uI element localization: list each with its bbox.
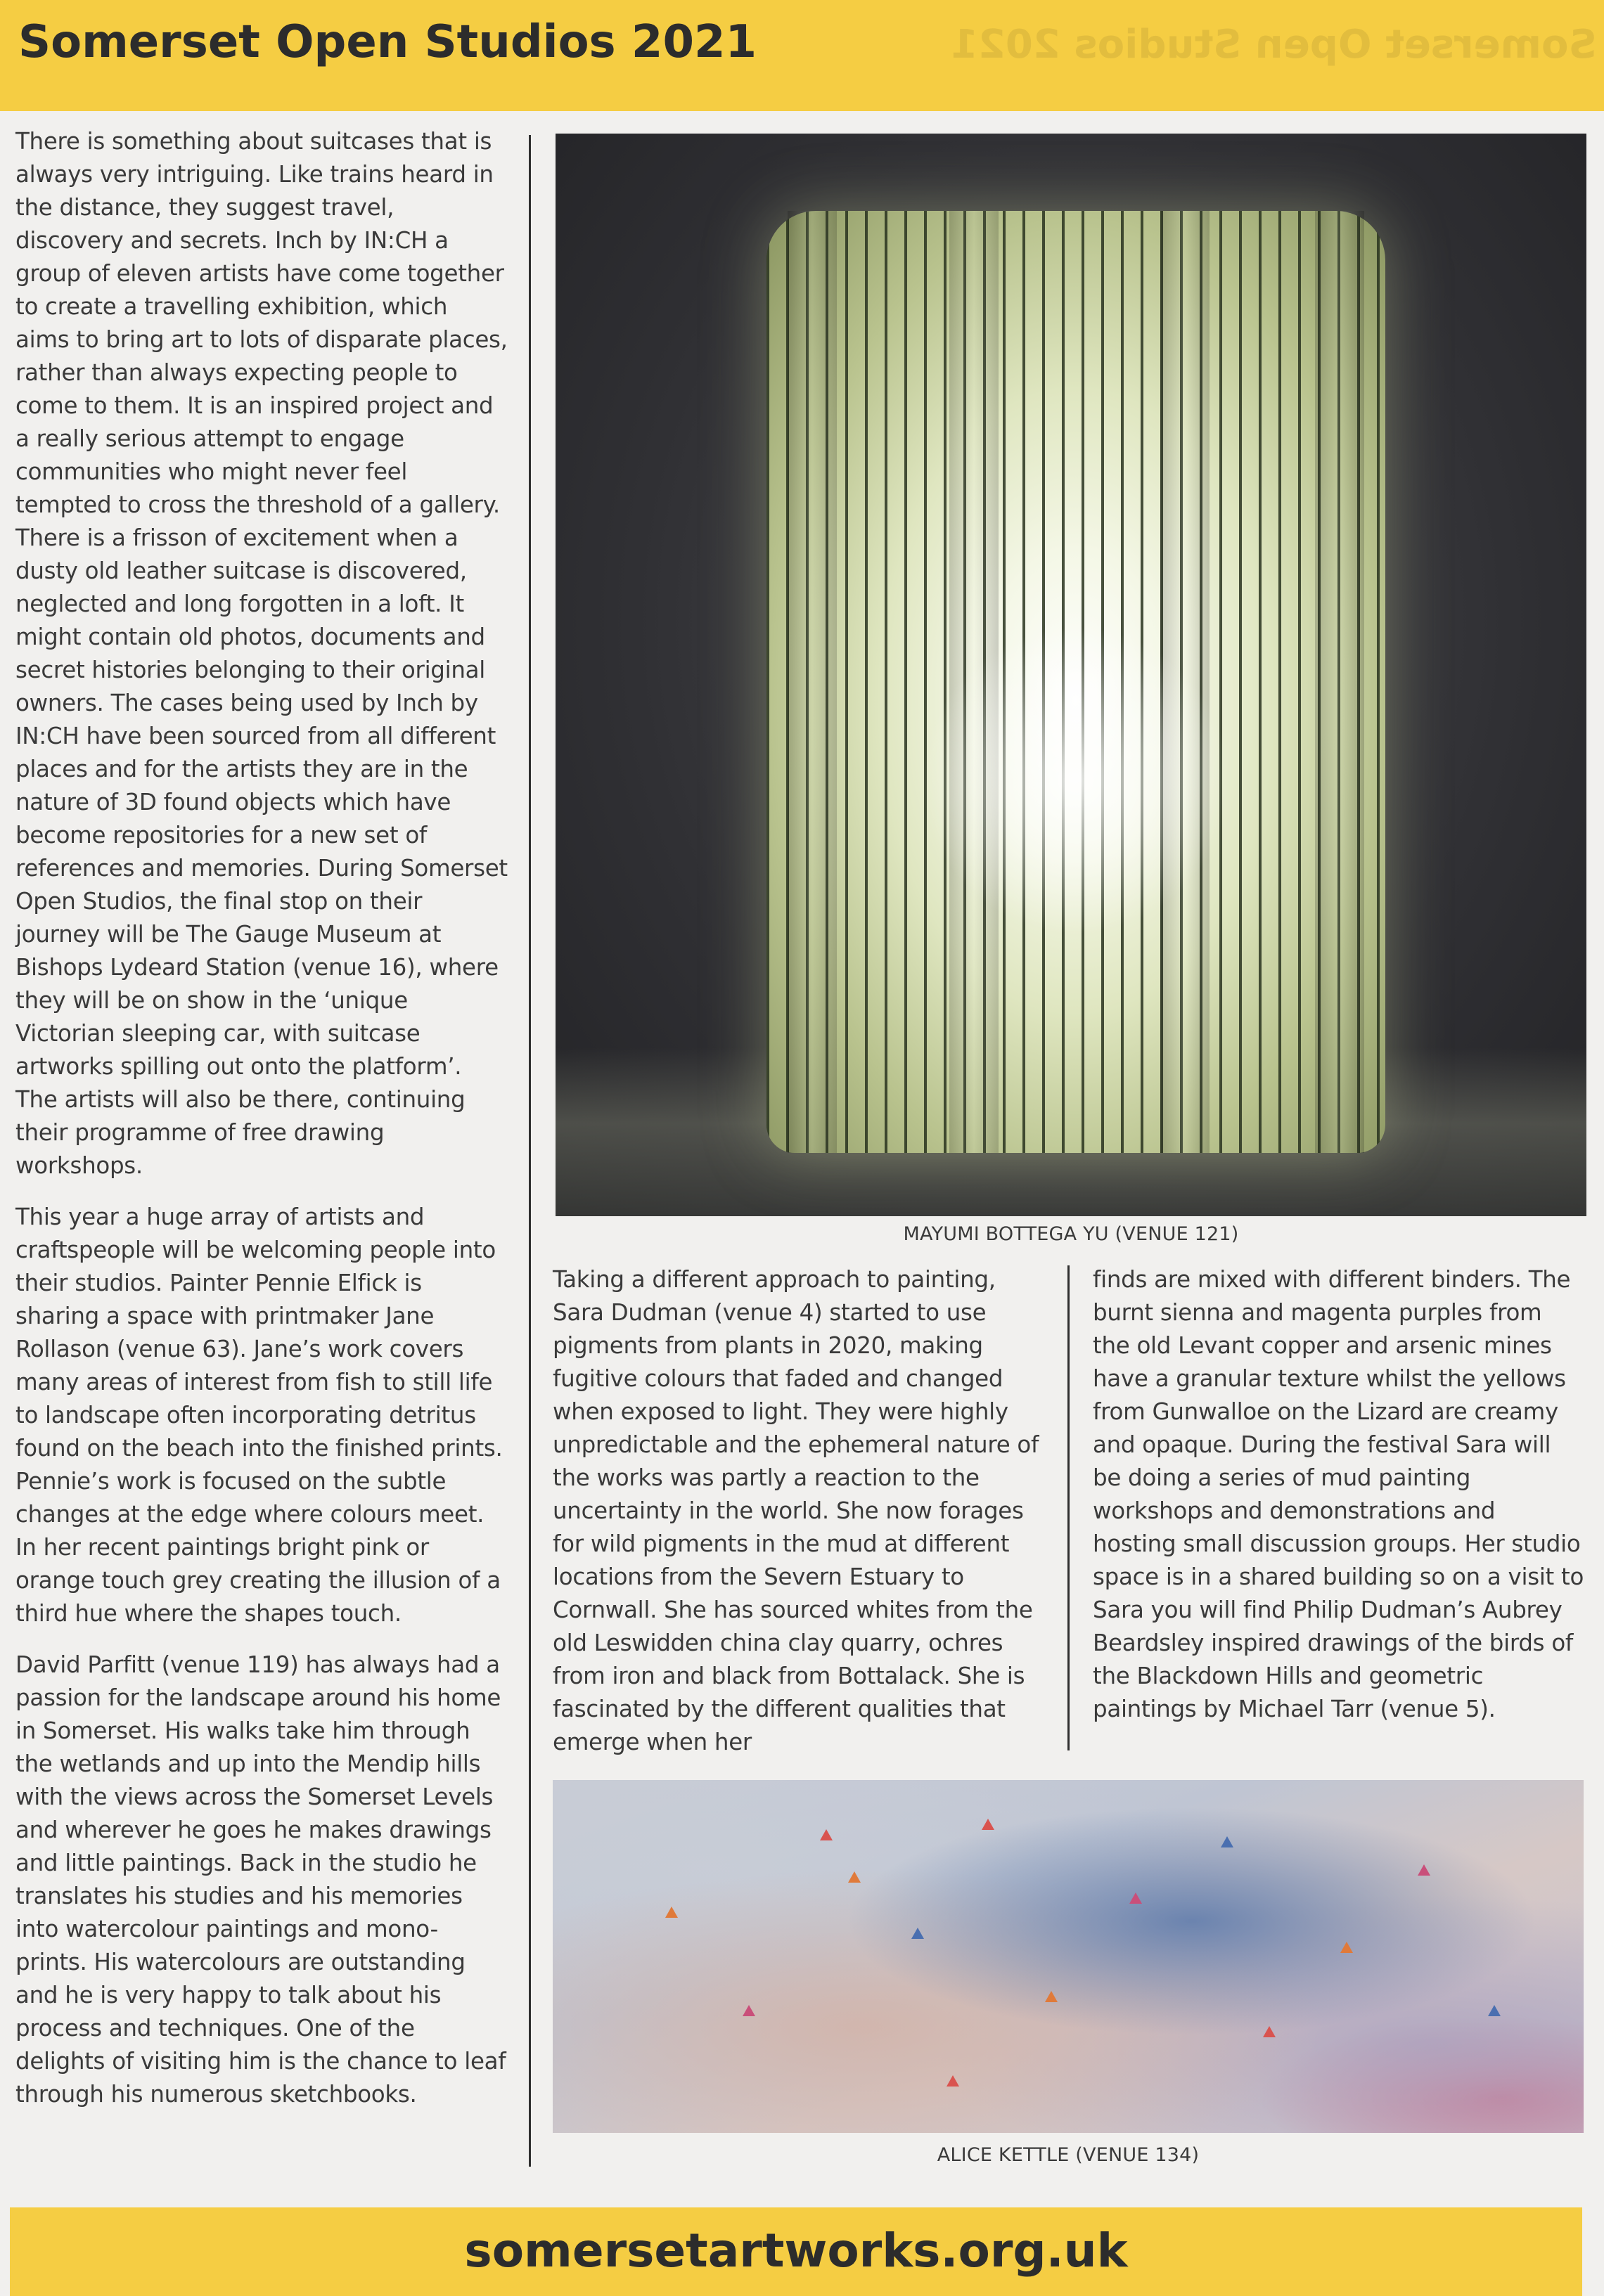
kite-mark (1045, 1991, 1058, 2002)
page-header (0, 0, 1604, 111)
paragraph-artists-studios: This year a huge array of artists and craftspeople will be welcoming people into their studios. Painter Pennie Elfick is sharing a space with printmaker Jane Rollason (venue 63). Jane’s work covers many areas of interest from fish to still life to landscape often incorporating detritus found on the beach into the finished prints. Pennie’s work is focused on the subtle changes at the edge where colours meet. In her recent paintings bright pink or orange touch grey creating the illusion of a third hue where the shapes touch. (15, 1204, 503, 1627)
kite-mark (1418, 1864, 1430, 1876)
kite-mark (848, 1871, 861, 1883)
kite-mark (1488, 2005, 1501, 2016)
right-article-column (1093, 1263, 1585, 1726)
kite-mark (820, 1829, 833, 1840)
mayumi-bottega-yu-photo (556, 134, 1586, 1216)
alice-kettle-artwork-photo (553, 1780, 1584, 2133)
website-url: somersetartworks.org.uk (464, 2224, 1128, 2278)
lamp-fold (1315, 211, 1364, 1153)
middle-article-column (553, 1263, 1048, 1759)
lamp-fold (788, 211, 837, 1153)
kite-mark (665, 1907, 678, 1918)
kite-mark (1221, 1836, 1233, 1847)
page-footer (10, 2207, 1582, 2296)
kite-mark (982, 1819, 994, 1830)
column-divider-middle (1067, 1265, 1070, 1750)
photo-caption-mayumi: MAYUMI BOTTEGA YU (VENUE 121) (903, 1223, 1239, 1245)
kite-mark (1263, 2026, 1276, 2037)
paragraph-david-parfitt: David Parfitt (venue 119) has always had a passion for the landscape around his home in Somerset. His walks take him through the wetlands and up into the Mendip hills with the views across the Somerset Levels and wherever he goes he makes drawings and little paintings. Back in the studio he translates his studies and his memories into watercolour paintings and mono-prints. His watercolours are outstanding and he is very happy to talk about his process and techniques. One of the delights of visiting him is the chance to leaf through his numerous sketchbooks. (15, 1651, 506, 2108)
kite-mark (1340, 1942, 1353, 1953)
bleed-through-title: Somerset Open Studios 2021 (951, 22, 1597, 67)
paragraph-sara-dudman-continued: finds are mixed with different binders. The burnt sienna and magenta purples from the old Levant copper and arsenic mines have a granular texture whilst the yellows from Gunwalloe on the Lizard are creamy and opaque. During the festival Sara will be doing a series of mud painting workshops and demonstrations and hosting small discussion groups. Her studio space is in a shared building so on a visit to Sara you will find Philip Dudman’s Aubrey Beardsley inspired drawings of the birds of the Blackdown Hills and geometric paintings by Michael Tarr (venue 5). (1093, 1266, 1584, 1722)
kite-mark (947, 2075, 959, 2087)
paragraph-suitcases: There is something about suitcases that is always very intriguing. Like trains heard in the distance, they suggest travel, discovery and secrets. Inch by IN:CH a group of eleven artists have come together to create a travelling exhibition, which aims to bring art to lots of disparate places, rather than always expecting people to come to them. It is an inspired project and a really serious attempt to engage communities who might never feel tempted to cross the threshold of a gallery. There is a frisson of excitement when a dusty old leather suitcase is discovered, neglected and long forgotten in a loft. It might contain old photos, documents and secret histories belonging to their original owners. The cases being used by Inch by IN:CH have been sourced from all different places and for the artists they are in the nature of 3D found objects which have become repositories for a new set of references and memories. During Somerset Open Studios, the final stop on their journey will be The Gauge Museum at Bishops Lydeard Station (venue 16), where they will be on show in the ‘unique Victorian sleeping car, with suitcase artworks spilling out onto the platform’. The artists will also be there, continuing their programme of free drawing workshops. (15, 128, 508, 1179)
kite-mark (1129, 1892, 1142, 1904)
paragraph-sara-dudman: Taking a different approach to painting, Sara Dudman (venue 4) started to use pigments from plants in 2020, making fugitive colours that faded and changed when exposed to light. They were highly unpredictable and the ephemeral nature of the works was partly a reaction to the uncertainty in the world. She now forages for wild pigments in the mud at different locations from the Severn Estuary to Cornwall. She has sourced whites from the old Leswidden china clay quarry, ochres from iron and black from Bottalack. She is fascinated by the different qualities that emerge when her (553, 1266, 1039, 1755)
lamp-glow (921, 626, 1231, 935)
column-divider-left (529, 135, 531, 2167)
kite-mark (911, 1928, 924, 1939)
photo-caption-alice-kettle: ALICE KETTLE (VENUE 134) (937, 2144, 1200, 2166)
kite-mark (743, 2005, 755, 2016)
page-title: Somerset Open Studios 2021 (18, 16, 757, 68)
left-article-column (15, 125, 508, 2129)
